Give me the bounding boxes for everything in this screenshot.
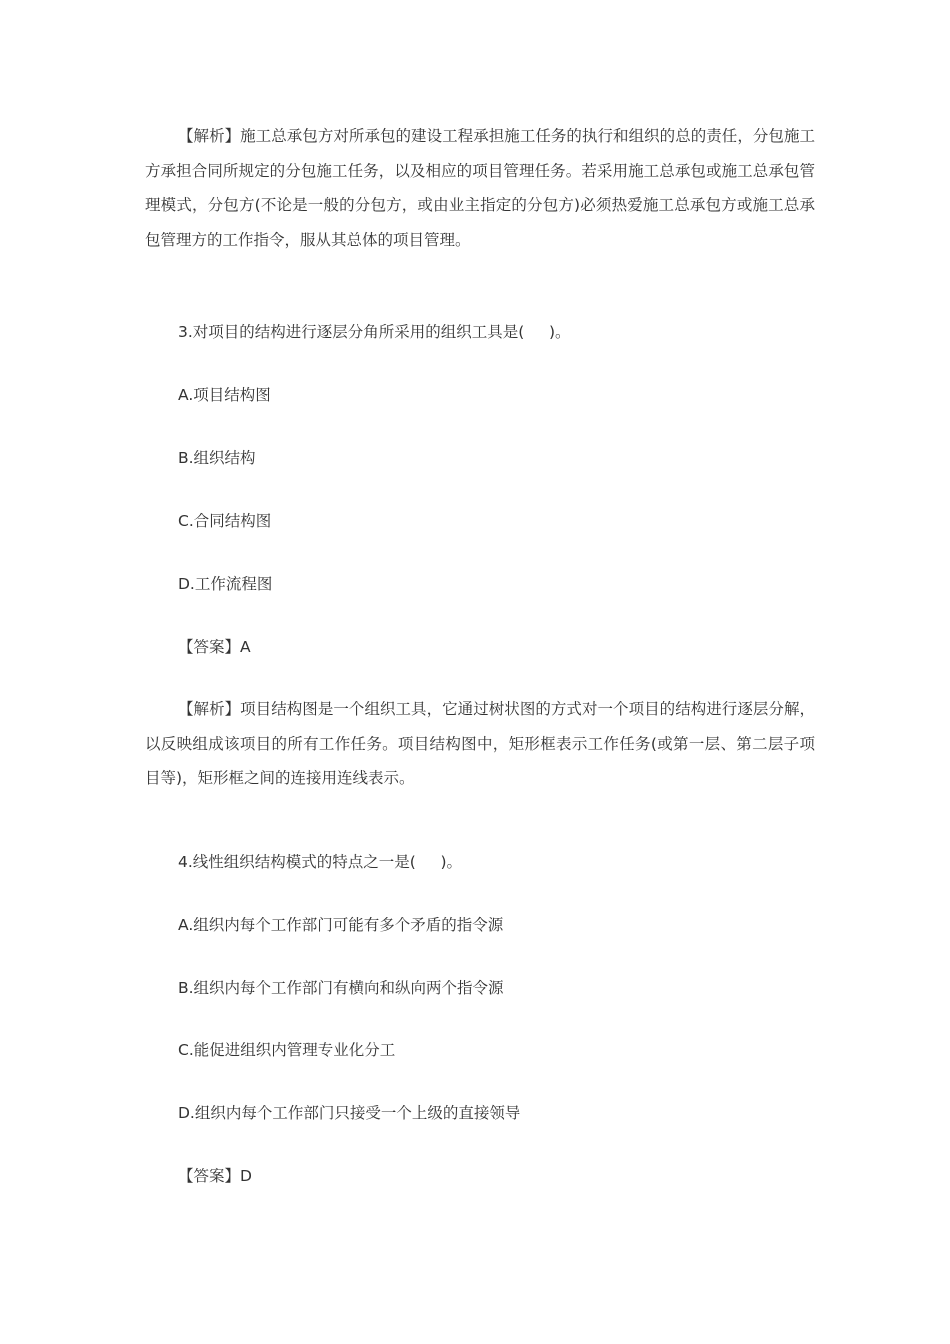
question-4-option-d: D.组织内每个工作部门只接受一个上级的直接领导 [178, 1104, 521, 1122]
answer-3: 【答案】A [178, 638, 251, 656]
question-4: 4.线性组织结构模式的特点之一是( )。 [178, 853, 463, 871]
question-3: 3.对项目的结构进行逐层分角所采用的组织工具是( )。 [178, 323, 571, 341]
question-3-option-d: D.工作流程图 [178, 575, 273, 593]
question-4-option-c: C.能促进组织内管理专业化分工 [178, 1041, 396, 1059]
analysis-paragraph-3: 【解析】项目结构图是一个组织工具，它通过树状图的方式对一个项目的结构进行逐层分解，以反映组成该项目的所有工作任务。项目结构图中，矩形框表示工作任务(或第一层、第二层子项目等)，矩形框之间的连接用连线表示。 [145, 700, 815, 788]
answer-4: 【答案】D [178, 1167, 252, 1185]
question-4-option-a: A.组织内每个工作部门可能有多个矛盾的指令源 [178, 916, 504, 934]
question-3-option-c: C.合同结构图 [178, 512, 272, 530]
question-4-option-b: B.组织内每个工作部门有横向和纵向两个指令源 [178, 979, 504, 997]
analysis-paragraph-1: 【解析】施工总承包方对所承包的建设工程承担施工任务的执行和组织的总的责任，分包施工方承担合同所规定的分包施工任务，以及相应的项目管理任务。若采用施工总承包或施工总承包管理模式，分包方(不论是一般的分包方，或由业主指定的分包方)必须热爱施工总承包方或施工总承包管理方的工作指令，服从其总体的项目管理。 [145, 127, 815, 250]
question-3-option-a: A.项目结构图 [178, 386, 271, 404]
question-3-option-b: B.组织结构 [178, 449, 256, 467]
